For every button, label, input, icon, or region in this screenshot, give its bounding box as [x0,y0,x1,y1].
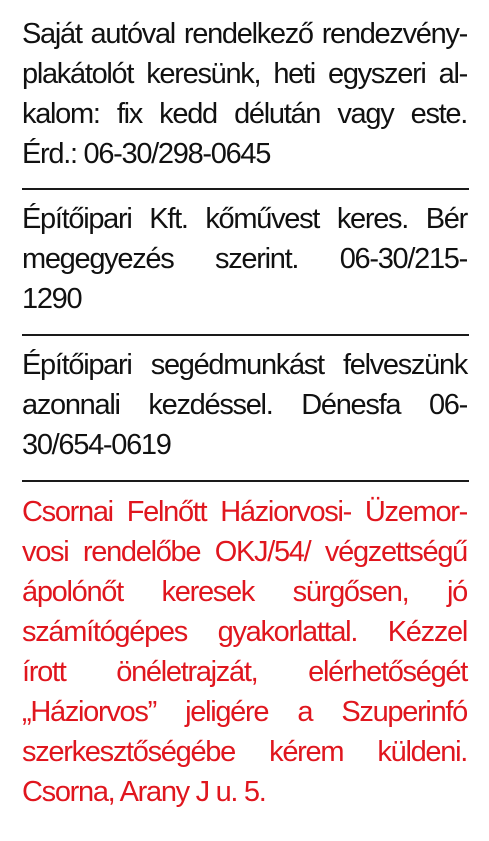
ad-text-line: Csorna, Arany J u. 5. [22,776,266,808]
ad-text-line: Építőipari segédmunkást felveszünk [22,349,467,381]
ad-text-line: Érd.: 06-30/298-0645 [22,138,271,170]
ad-text-line: Saját autóval rendelkező rendezvény- [22,18,467,50]
ad-text-line: azonnali kezdéssel. Dénesfa 06- [22,389,467,421]
ad-text-line: vosi rendelőbe OKJ/54/ végzettségű [22,536,467,568]
ad-text-line: szerkesztőségébe kérem küldeni. [22,736,467,768]
ad-text-line: számítógépes gyakorlattal. Kézzel [22,616,467,648]
ad-text-line: „Háziorvos” jeligére a Szuperinfó [22,696,467,728]
ad-divider [22,480,469,482]
ad-text-line: megegyezés szerint. 06-30/215- [22,243,467,275]
ad-text-line: írott önéletrajzát, elérhetőségét [22,656,467,688]
ad-divider [22,188,469,190]
ad-text-line: kalom: fix kedd délután vagy este. [22,98,467,130]
ad-divider [22,334,469,336]
ad-text-line: ápolónőt keresek sürgősen, jó [22,576,467,608]
ad-text-line: 1290 [22,283,82,315]
ad-text-line: Építőipari Kft. kőművest keres. Bér [22,203,467,235]
ad-text-line: plakátolót keresünk, heti egyszeri al- [22,58,467,90]
ad-text-line: Csornai Felnőtt Háziorvosi- Üzemor- [22,496,467,528]
ad-text-line: 30/654-0619 [22,429,171,461]
